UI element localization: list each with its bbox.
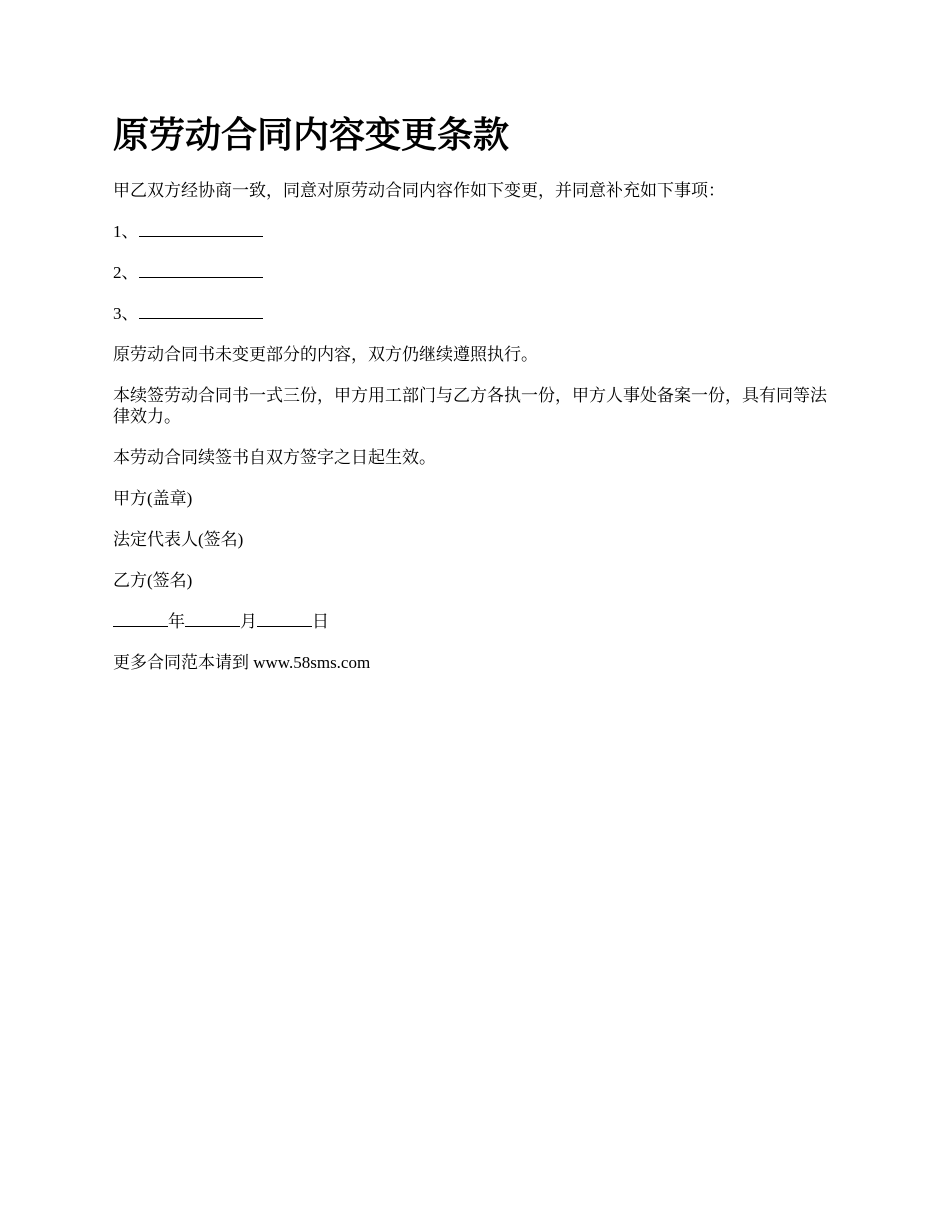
item-number: 1、 [113,222,139,241]
month-blank [185,612,240,627]
fill-in-blank [139,263,263,278]
legal-rep-signature: 法定代表人(签名) [113,530,244,549]
day-blank [257,612,312,627]
year-label: 年 [168,612,185,631]
numbered-item-2 [113,262,843,283]
intro-paragraph: 甲乙双方经协商一致，同意对原劳动合同内容作如下变更，并同意补充如下事项： [113,181,725,200]
item-number: 2、 [113,263,139,282]
date-line [113,611,843,632]
day-label: 日 [312,612,329,631]
document-page [113,112,843,693]
year-blank [113,612,168,627]
party-a-signature: 甲方(盖章) [113,489,193,508]
month-label: 月 [240,612,257,631]
fill-in-blank [139,304,263,319]
item-number: 3、 [113,304,139,323]
numbered-item-3 [113,303,843,324]
effective-date-paragraph: 本劳动合同续签书自双方签字之日起生效。 [113,448,436,467]
copies-paragraph: 本续签劳动合同书一式三份，甲方用工部门与乙方各执一份，甲方人事处备案一份，具有同等法律效力。 [113,386,827,426]
document-title: 原劳动合同内容变更条款 [113,115,510,155]
unchanged-terms-paragraph: 原劳动合同书未变更部分的内容，双方仍继续遵照执行。 [113,345,538,364]
footer-link-text: 更多合同范本请到 www.58sms.com [113,653,371,672]
numbered-item-1 [113,221,843,242]
party-b-signature: 乙方(签名) [113,571,193,590]
fill-in-blank [139,222,263,237]
